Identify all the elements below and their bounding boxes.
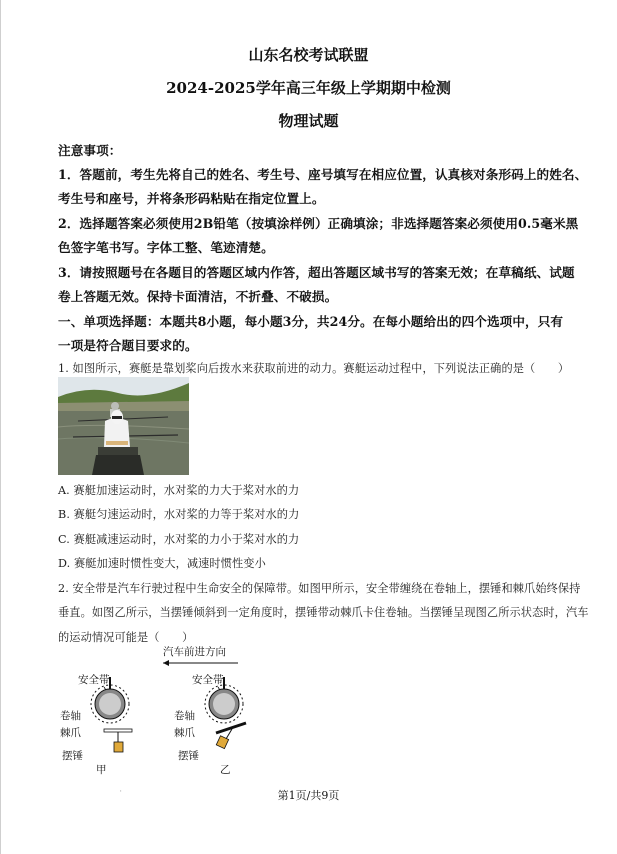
figure-b <box>174 673 246 776</box>
notice-item-1-line-2: 考生号和座号，并将条形码粘贴在指定位置上。 <box>58 191 325 206</box>
question-1-stem: 1. 如图所示，赛艇是靠划桨向后拨水来获取前进的动力。赛艇运动过程中，下列说法正确的是（ ） <box>58 362 570 375</box>
exam-title: 2024-2025学年高三年级上学期期中检测 <box>166 79 451 97</box>
org-title: 山东名校考试联盟 <box>248 46 369 64</box>
belt-label-b: 安全带 <box>192 674 224 686</box>
section-heading-line-1: 一、单项选择题：本题共8小题，每小题3分，共24分。在每小题给出的四个选项中，只有 <box>58 314 564 329</box>
pendulum-label-a: 摆锤 <box>62 750 83 762</box>
figure-a <box>60 673 132 776</box>
figure-b-caption: 乙 <box>220 764 231 776</box>
spool-gear-a <box>91 685 129 723</box>
seatbelt-diagram <box>58 643 278 778</box>
question-1-option-d: D. 赛艇加速时惯性变大，减速时惯性变小 <box>58 557 266 570</box>
direction-label: 汽车前进方向 <box>163 646 226 658</box>
spool-gear-b <box>205 685 243 723</box>
question-2-line-3: 的运动情况可能是（ ） <box>58 631 194 644</box>
pendulum-weight-a <box>114 742 123 752</box>
question-1-option-a: A. 赛艇加速运动时，水对桨的力大于桨对水的力 <box>58 484 300 497</box>
direction-arrow-head <box>163 660 169 666</box>
notice-item-2-line-1: 2．选择题答案必须使用2B铅笔（按填涂样例）正确填涂；非选择题答案必须使用0.5毫米黑 <box>58 216 579 231</box>
question-2-line-1: 2. 安全带是汽车行驶过程中生命安全的保障带。如图甲所示，安全带缠绕在卷轴上，摆锤和棘爪始终保持 <box>58 582 581 595</box>
pawl-a <box>104 729 132 732</box>
notice-item-2-line-2: 色签字笔书写。字体工整、笔迹清楚。 <box>58 240 274 255</box>
pawl-label-b: 棘爪 <box>174 727 195 739</box>
question-2-line-2: 垂直。如图乙所示，当摆锤倾斜到一定角度时，摆锤带动棘爪卡住卷轴。当摆锤呈现图乙所示状态时，汽车 <box>58 606 589 619</box>
spool-label-a: 卷轴 <box>60 710 81 722</box>
notice-item-3-line-2: 卷上答题无效。保持卡面清洁，不折叠、不破损。 <box>58 289 338 304</box>
notice-title: 注意事项： <box>58 143 122 158</box>
question-1-option-c: C. 赛艇减速运动时，水对桨的力小于桨对水的力 <box>58 533 300 546</box>
figure-a-caption: 甲 <box>96 764 107 776</box>
pawl-label-a: 棘爪 <box>60 727 81 739</box>
question-1-option-b: B. 赛艇匀速运动时，水对桨的力等于桨对水的力 <box>58 508 300 521</box>
belt-label-a: 安全带 <box>78 674 110 686</box>
stray-mark: ' <box>120 790 122 797</box>
notice-item-3-line-1: 3．请按照题号在各题目的答题区域内作答，超出答题区域书写的答案无效；在草稿纸、试题 <box>58 265 575 280</box>
notice-item-1-line-1: 1．答题前，考生先将自己的姓名、考生号、座号填写在相应位置，认真核对条形码上的姓名、 <box>58 167 588 182</box>
subject-title: 物理试题 <box>278 112 339 130</box>
page-footer: 第1页/共9页 <box>277 789 340 802</box>
rowing-photo-image <box>58 377 189 475</box>
spool-label-b: 卷轴 <box>174 710 195 722</box>
rowing-photo <box>58 377 189 475</box>
pendulum-label-b: 摆锤 <box>178 750 199 762</box>
section-heading-line-2: 一项是符合题目要求的。 <box>58 338 198 353</box>
